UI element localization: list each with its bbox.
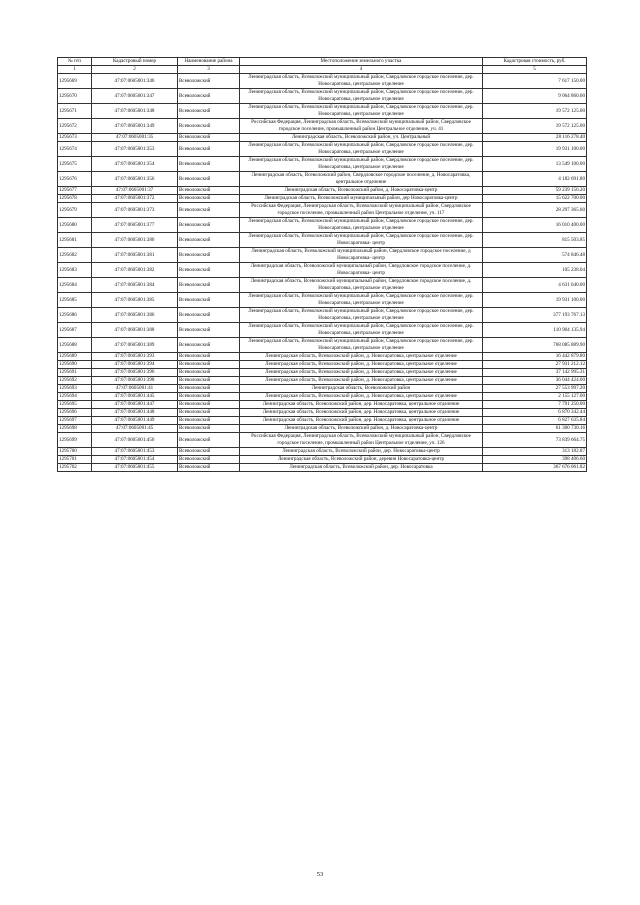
- district-name: Всеволожский: [178, 361, 240, 369]
- cadastral-number: 47:07:0605001:389: [92, 338, 178, 353]
- location-description: Ленинградская область, Всеволожский муниципальный район, Свердловское городское поселение, дер. Новосаратовка, центральное отделение: [240, 323, 483, 338]
- row-number: 1295688: [58, 338, 92, 353]
- cadastral-value: 2 155 127.00: [483, 393, 587, 401]
- row-number: 1295679: [58, 203, 92, 218]
- table-row: [58, 464, 587, 472]
- cadastral-number: 47:07:0605001:377: [92, 218, 178, 233]
- column-index: 2: [92, 66, 178, 74]
- district-name: Всеволожский: [178, 293, 240, 308]
- cadastral-number: 47:07:0605001:372: [92, 195, 178, 203]
- row-number: 1295693: [58, 385, 92, 393]
- district-name: Всеволожский: [178, 142, 240, 157]
- cadastral-value: 377 193 767.13: [483, 308, 587, 323]
- table-row: [58, 187, 587, 195]
- row-number: 1295695: [58, 401, 92, 409]
- cadastral-number: 47:07:0605001:384: [92, 278, 178, 293]
- location-description: Российская Федерация, Ленинградская область, Всеволожский муниципальный район, Свердловское городское поселение, промышленный район Центральное отделение, уч. 41: [240, 119, 483, 134]
- cadastral-value: 27 931 212.12: [483, 361, 587, 369]
- cadastral-number: 47:07:0605001:380: [92, 233, 178, 248]
- table-row: [58, 417, 587, 425]
- district-name: Всеволожский: [178, 203, 240, 218]
- cadastral-number: 47:07:0605001:354: [92, 157, 178, 172]
- cadastral-number: 47:07:0605001:382: [92, 263, 178, 278]
- district-name: Всеволожский: [178, 401, 240, 409]
- cadastral-number: 47:07:0605001:385: [92, 293, 178, 308]
- table-row: [58, 157, 587, 172]
- table-row: [58, 172, 587, 187]
- district-name: Всеволожский: [178, 369, 240, 377]
- location-description: Ленинградская область, Всеволожский муниципальный район, Свердловское городское поселение, дер. Новосаратовка- центр: [240, 233, 483, 248]
- table-row: [58, 393, 587, 401]
- table-row: [58, 195, 587, 203]
- location-description: Ленинградская область, Всеволожский муниципальный район, Свердловское городское поселение, д. Новосаратовка- центр: [240, 263, 483, 278]
- cadastral-value-table: [57, 57, 587, 472]
- location-description: Ленинградская область, Всеволожский муниципальный район, Свердловское городское поселение, дер. Новосаратовка, центральное отделение: [240, 142, 483, 157]
- table-row: [58, 142, 587, 157]
- cadastral-value: 37 142 995.31: [483, 369, 587, 377]
- cadastral-number: 47:07:0605001:349: [92, 119, 178, 134]
- table-row: [58, 233, 587, 248]
- location-description: Ленинградская область, Всеволожский район, дер. Новосаратовка: [240, 464, 483, 472]
- district-name: Всеволожский: [178, 456, 240, 464]
- cadastral-number: 47:07:0605001:373: [92, 203, 178, 218]
- table-row: [58, 409, 587, 417]
- cadastral-value: 574 846.48: [483, 248, 587, 263]
- cadastral-number: 47:07:0605001:348: [92, 104, 178, 119]
- header-cadastral-number: Кадастровый номер: [92, 58, 178, 66]
- district-name: Всеволожский: [178, 377, 240, 385]
- table-row: [58, 433, 587, 448]
- cadastral-number: 47:07:0605001:353: [92, 142, 178, 157]
- cadastral-number: 47:07:0605001:453: [92, 448, 178, 456]
- cadastral-number: 47:07:0605001:396: [92, 369, 178, 377]
- cadastral-value: 19 931 100.00: [483, 142, 587, 157]
- location-description: Ленинградская область, Всеволожский район, д. Новосаратовка-центр: [240, 187, 483, 195]
- row-number: 1295670: [58, 89, 92, 104]
- cadastral-number: 47:07:0605001:398: [92, 377, 178, 385]
- district-name: Всеволожский: [178, 195, 240, 203]
- row-number: 1295702: [58, 464, 92, 472]
- district-name: Всеволожский: [178, 157, 240, 172]
- district-name: Всеволожский: [178, 353, 240, 361]
- cadastral-value: 15 622 700.00: [483, 195, 587, 203]
- column-index: 1: [58, 66, 92, 74]
- header-location: Местоположение земельного участка: [240, 58, 483, 66]
- cadastral-value: 59 239 156.20: [483, 187, 587, 195]
- location-description: Ленинградская область, Всеволожский район, дер. Новосаратовка-центр: [240, 448, 483, 456]
- cadastral-value: 27 553 997.20: [483, 385, 587, 393]
- location-description: Ленинградская область, Всеволожский район, д. Новосаратовка, центральное отделение: [240, 361, 483, 369]
- cadastral-value: 61 300 730.16: [483, 425, 587, 433]
- cadastral-value: 6 870 342.44: [483, 409, 587, 417]
- cadastral-value: 7 617 150.00: [483, 74, 587, 89]
- cadastral-value: 28 297 365.60: [483, 203, 587, 218]
- cadastral-number: 47:07:0605001:381: [92, 248, 178, 263]
- cadastral-value: 105 238.04: [483, 263, 587, 278]
- page-number: 53: [316, 871, 324, 878]
- district-name: Всеволожский: [178, 187, 240, 195]
- cadastral-number: 47:07:0605001:454: [92, 456, 178, 464]
- row-number: 1295677: [58, 187, 92, 195]
- table-row: [58, 104, 587, 119]
- table-row: [58, 425, 587, 433]
- column-index-row: [58, 66, 587, 74]
- cadastral-number: 47:07:0605001:455: [92, 464, 178, 472]
- location-description: Ленинградская область, Всеволожский район, д. Новосаратовка, центральное отделение: [240, 369, 483, 377]
- cadastral-number: 47:07:0605001:388: [92, 323, 178, 338]
- column-index: 4: [240, 66, 483, 74]
- table-row: [58, 248, 587, 263]
- column-index: 3: [178, 66, 240, 74]
- district-name: Всеволожский: [178, 393, 240, 401]
- cadastral-number: 47:07:0605001:37: [92, 187, 178, 195]
- location-description: Ленинградская область, Всеволожский муниципальный район, Свердловское городское поселение, дер. Новосаратовка, центральное отделение: [240, 157, 483, 172]
- district-name: Всеволожский: [178, 385, 240, 393]
- row-number: 1295687: [58, 323, 92, 338]
- row-number: 1295669: [58, 74, 92, 89]
- district-name: Всеволожский: [178, 464, 240, 472]
- cadastral-number: 47:07:0605001:45: [92, 425, 178, 433]
- location-description: Ленинградская область, Всеволожский район, д. Новосаратовка-центр: [240, 425, 483, 433]
- table-row: [58, 119, 587, 134]
- cadastral-number: 47:07:0605001:393: [92, 353, 178, 361]
- location-description: Ленинградская область, Всеволожский муниципальный район, Свердловское городское поселение, дер. Новосаратовка, центральное отделение: [240, 74, 483, 89]
- cadastral-number: 47:07:0605001:448: [92, 409, 178, 417]
- row-number: 1295674: [58, 142, 92, 157]
- table-row: [58, 456, 587, 464]
- table-row: [58, 323, 587, 338]
- row-number: 1295675: [58, 157, 92, 172]
- row-number: 1295696: [58, 409, 92, 417]
- table-row: [58, 74, 587, 89]
- table-row: [58, 263, 587, 278]
- table-row: [58, 385, 587, 393]
- table-row: [58, 308, 587, 323]
- location-description: Ленинградская область, Всеволожский район, д. Новосаратовка, центральное отделение: [240, 353, 483, 361]
- cadastral-value: 36 044 424.00: [483, 377, 587, 385]
- cadastral-value: 19 572 125.00: [483, 119, 587, 134]
- row-number: 1295684: [58, 278, 92, 293]
- cadastral-number: 47:07:0605001:450: [92, 433, 178, 448]
- cadastral-value: 9 064 860.00: [483, 89, 587, 104]
- table-row: [58, 361, 587, 369]
- district-name: Всеволожский: [178, 409, 240, 417]
- table-row: [58, 89, 587, 104]
- district-name: Всеволожский: [178, 248, 240, 263]
- cadastral-value: 815 503.85: [483, 233, 587, 248]
- district-name: Всеволожский: [178, 74, 240, 89]
- cadastral-value: 16 010 400.00: [483, 218, 587, 233]
- district-name: Всеволожский: [178, 263, 240, 278]
- table-row: [58, 401, 587, 409]
- cadastral-value: 367 676 061.82: [483, 464, 587, 472]
- row-number: 1295683: [58, 263, 92, 278]
- row-number: 1295691: [58, 369, 92, 377]
- district-name: Всеволожский: [178, 104, 240, 119]
- row-number: 1295698: [58, 425, 92, 433]
- district-name: Всеволожский: [178, 323, 240, 338]
- row-number: 1295690: [58, 361, 92, 369]
- table-row: [58, 377, 587, 385]
- location-description: Ленинградская область, Всеволожский муниципальный район, Свердловское городское поселение, дер. Новосаратовка, центральное отделение: [240, 338, 483, 353]
- cadastral-table-sheet: [57, 57, 586, 472]
- cadastral-value: 6 827 635.84: [483, 417, 587, 425]
- table-row: [58, 369, 587, 377]
- district-name: Всеволожский: [178, 172, 240, 187]
- cadastral-value: 73 839 664.75: [483, 433, 587, 448]
- district-name: Всеволожский: [178, 433, 240, 448]
- location-description: Ленинградская область, Всеволожский муниципальный район, Свердловское городское поселение, д Новосаратовка- центр: [240, 248, 483, 263]
- location-description: Ленинградская область, Всеволожский район, дер. Новосаратовка, центральное отделение: [240, 417, 483, 425]
- row-number: 1295701: [58, 456, 92, 464]
- district-name: Всеволожский: [178, 233, 240, 248]
- table-body: [58, 74, 587, 472]
- table-row: [58, 218, 587, 233]
- location-description: Ленинградская область, Всеволожский район, д. Новосаратовка, центральное отделение: [240, 377, 483, 385]
- location-description: Ленинградская область, Всеволожский муниципальный район, дер Новосаратовка-центр: [240, 195, 483, 203]
- cadastral-value: 4 631 640.00: [483, 278, 587, 293]
- cadastral-value: 7 791 250.00: [483, 401, 587, 409]
- location-description: Ленинградская область, Всеволожский муниципальный район, Свердловское городское поселение, дер. Новосаратовка, центральное отделение: [240, 308, 483, 323]
- cadastral-number: 47:07:0605001:35: [92, 134, 178, 142]
- table-row: [58, 448, 587, 456]
- row-number: 1295697: [58, 417, 92, 425]
- header-num: № п/п: [58, 58, 92, 66]
- table-row: [58, 278, 587, 293]
- location-description: Ленинградская область, Всеволожский муниципальный район, Свердловское городское поселение, д. Новосаратовка, центральное отделение: [240, 278, 483, 293]
- row-number: 1295671: [58, 104, 92, 119]
- table-row: [58, 338, 587, 353]
- cadastral-number: 47:07:0605001:386: [92, 308, 178, 323]
- row-number: 1295676: [58, 172, 92, 187]
- location-description: Ленинградская область, Всеволожский муниципальный район, Свердловское городское поселение, дер. Новосаратовка, центральное отделение: [240, 89, 483, 104]
- cadastral-value: 313 182.87: [483, 448, 587, 456]
- location-description: Ленинградская область, Всеволожский район: [240, 385, 483, 393]
- row-number: 1295680: [58, 218, 92, 233]
- cadastral-number: 47:07:0605001:447: [92, 401, 178, 409]
- location-description: Ленинградская область, Всеволожский муниципальный район, Свердловское городское поселение, дер. Новосаратовка, центральное отделение: [240, 293, 483, 308]
- district-name: Всеволожский: [178, 278, 240, 293]
- location-description: Ленинградская область, Всеволожский район, деревня Новосаратовка-центр: [240, 456, 483, 464]
- district-name: Всеволожский: [178, 417, 240, 425]
- cadastral-value: 19 931 100.00: [483, 293, 587, 308]
- table-row: [58, 293, 587, 308]
- cadastral-number: 47:07:0605001:449: [92, 417, 178, 425]
- district-name: Всеволожский: [178, 338, 240, 353]
- row-number: 1295686: [58, 308, 92, 323]
- location-description: Ленинградская область, Всеволожский муниципальный район, Свердловское городское поселение, дер. Новосаратовка, центральное отделение: [240, 218, 483, 233]
- district-name: Всеволожский: [178, 448, 240, 456]
- row-number: 1295672: [58, 119, 92, 134]
- row-number: 1295700: [58, 448, 92, 456]
- row-number: 1295692: [58, 377, 92, 385]
- row-number: 1295673: [58, 134, 92, 142]
- cadastral-value: 768 085 889.90: [483, 338, 587, 353]
- row-number: 1295694: [58, 393, 92, 401]
- location-description: Российская Федерация, Ленинградская область, Всеволожский муниципальный район, Свердловское городское поселение, промышленный район Центральное отделение, уч. 117: [240, 203, 483, 218]
- table-row: [58, 134, 587, 142]
- location-description: Ленинградская область, Всеволожский район, Свердловское городское поселение, д. Новосаратовка, центральное отделение: [240, 172, 483, 187]
- cadastral-value: 398 406.60: [483, 456, 587, 464]
- cadastral-number: 47:07:0605001:41: [92, 385, 178, 393]
- district-name: Всеволожский: [178, 218, 240, 233]
- location-description: Российская Федерация, Ленинградская область, Всеволожский муниципальный район, Свердловское городское поселение, промышленный район Центральное отделение, уч. 126: [240, 433, 483, 448]
- cadastral-number: 47:07:0605001:347: [92, 89, 178, 104]
- location-description: Ленинградская область, Всеволожский муниципальный район, Свердловское городское поселение, дер. Новосаратовка, центральное отделение: [240, 104, 483, 119]
- cadastral-number: 47:07:0605001:356: [92, 172, 178, 187]
- header-district: Наименование района: [178, 58, 240, 66]
- cadastral-value: 110 904 135.94: [483, 323, 587, 338]
- row-number: 1295682: [58, 248, 92, 263]
- district-name: Всеволожский: [178, 119, 240, 134]
- district-name: Всеволожский: [178, 89, 240, 104]
- district-name: Всеволожский: [178, 425, 240, 433]
- location-description: Ленинградская область, Всеволожский район, уч. Центральный: [240, 134, 483, 142]
- location-description: Ленинградская область, Всеволожский район, дер. Новосаратовка, центральное отделение: [240, 401, 483, 409]
- row-number: 1295685: [58, 293, 92, 308]
- cadastral-value: 28 116 278.40: [483, 134, 587, 142]
- table-header-row: [58, 58, 587, 66]
- header-cadastral-value: Кадастровая стоимость, руб.: [483, 58, 587, 66]
- row-number: 1295681: [58, 233, 92, 248]
- location-description: Ленинградская область, Всеволожский район, дер. Новосаратовка, центральное отделение: [240, 409, 483, 417]
- row-number: 1295689: [58, 353, 92, 361]
- cadastral-number: 47:07:0605001:445: [92, 393, 178, 401]
- location-description: Ленинградская область, Всеволожский район, д. Новосаратовка, центральное отделение: [240, 393, 483, 401]
- cadastral-value: 19 572 125.00: [483, 104, 587, 119]
- table-row: [58, 353, 587, 361]
- table-row: [58, 203, 587, 218]
- district-name: Всеволожский: [178, 308, 240, 323]
- cadastral-value: 4 182 691.80: [483, 172, 587, 187]
- cadastral-number: 47:07:0605001:394: [92, 361, 178, 369]
- district-name: Всеволожский: [178, 134, 240, 142]
- row-number: 1295678: [58, 195, 92, 203]
- cadastral-value: 13 549 100.00: [483, 157, 587, 172]
- cadastral-number: 47:07:0605001:346: [92, 74, 178, 89]
- column-index: 5: [483, 66, 587, 74]
- cadastral-value: 16 442 879.80: [483, 353, 587, 361]
- row-number: 1295699: [58, 433, 92, 448]
